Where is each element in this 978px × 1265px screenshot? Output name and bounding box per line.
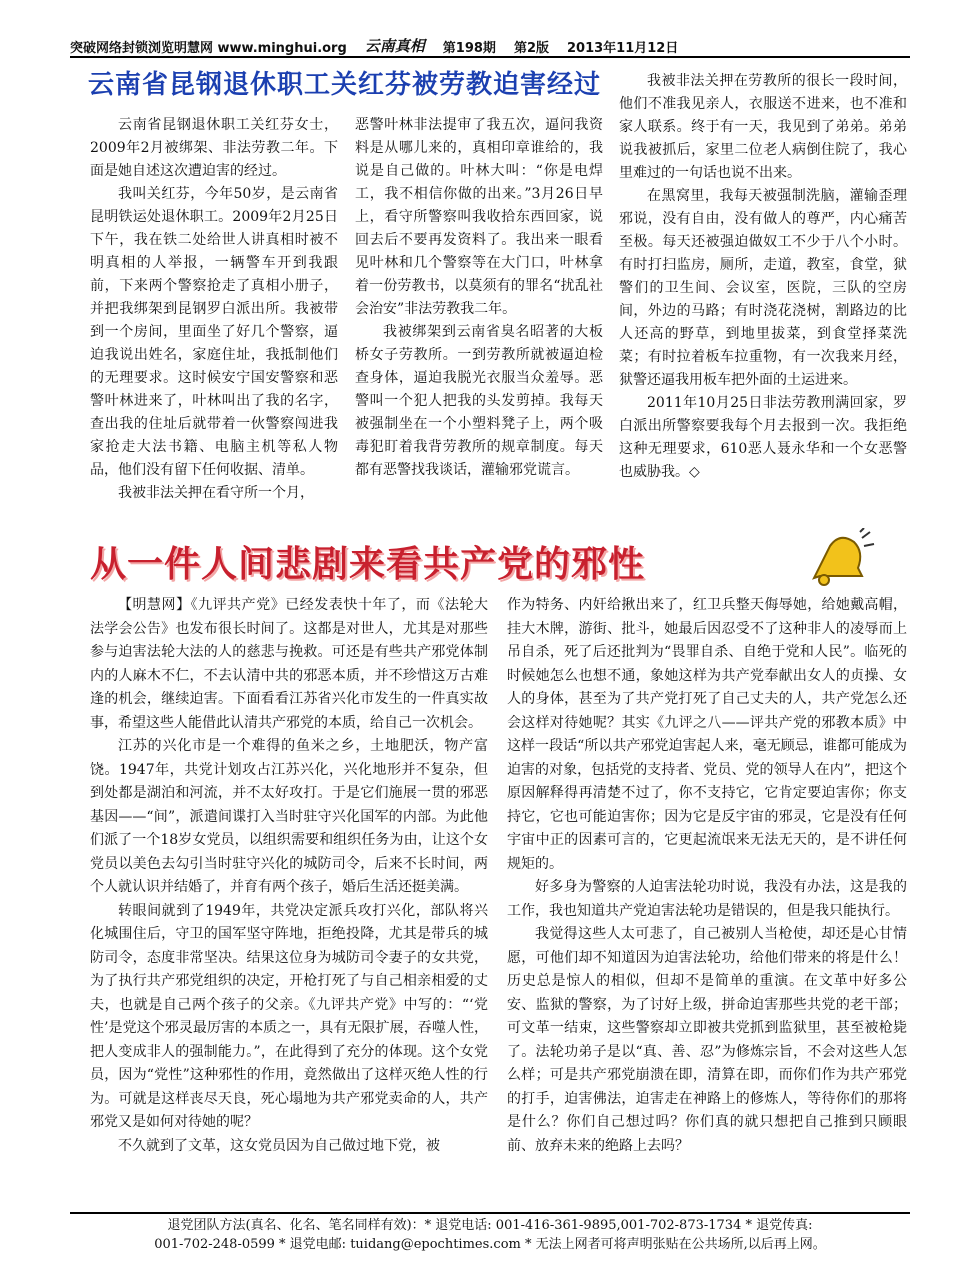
article2-column-1: [90, 594, 488, 1158]
article1-column-1: [90, 114, 338, 505]
article1-title: 云南省昆钢退休职工关红芬被劳教迫害经过: [88, 70, 602, 100]
header-site: 突破网络封锁浏览明慧网 www.minghui.org: [70, 41, 347, 56]
paragraph: 在黑窝里，我每天被强制洗脑，灌输歪理邪说，没有自由，没有做人的尊严，内心痛苦至极。每天还被强迫做奴工不少于八个小时。有时打扫监房，厕所，走道，教室，食堂，狱警们的卫生间、会议室，医院，三队的空房间，外边的马路；有时浇花浇树，割路边的比人还高的野草，到地里拔菜，到食堂择菜洗菜；有时拉着板车拉重物，有一次我来月经，狱警还逼我用板车把外面的土运进来。: [619, 188, 907, 388]
article2-column-2: [507, 594, 907, 1158]
paragraph: 好多身为警察的人迫害法轮功时说，我没有办法，这是我的工作，我也知道共产党迫害法轮功是错误的，但是我只能执行。: [507, 879, 907, 919]
footer-line-1: 退党团队方法(真名、化名、笔名同样有效)：* 退党电话: 001-416-361-9895,001-702-873-1734 * 退党传真:: [167, 1218, 813, 1233]
article1-column-3: [619, 70, 907, 484]
paragraph: 我被绑架到云南省臭名昭著的大板桥女子劳教所。一到劳教所就被逼迫检查身体，逼迫我脱光衣服当众羞辱。恶警叫一个犯人把我的头发剪掉。我每天被强制坐在一个小塑料凳子上，两个吸毒犯盯着我背劳教所的规章制度。每天都有恶警找我谈话，灌输邪党谎言。: [355, 324, 603, 478]
paragraph: 我被非法关押在劳教所的很长一段时间，他们不准我见亲人，衣服送不进来，也不准和家人联系。终于有一天，我见到了弟弟。弟弟说我被抓后，家里二位老人病倒住院了，我心里难过的一句话也说不出来。: [619, 73, 907, 181]
bell-icon: [806, 528, 876, 588]
header-date: 2013年11月12日: [566, 41, 679, 56]
paragraph: 作为特务、内奸给揪出来了，红卫兵整天侮辱她，给她戴高帽，挂大木牌，游街、批斗，她最后因忍受不了这种非人的凌辱而上吊自杀，死了后还批判为“畏罪自杀、自绝于党和人民”。临死的时候她怎么也想不通，象她这样为共产党奉献出女人的贞操、女人的身体，甚至为了共产党打死了自己丈夫的人，共产党怎么还会这样对待她呢？其实《九评之八——评共产党的邪教本质》中这样一段话“所以共产邪党迫害起人来，毫无顾忌，谁都可能成为迫害的对象，包括党的支持者、党员、党的领导人在内”，把这个原因解释得再清楚不过了，你不支持它，它肯定要迫害你；你支持它，它也可能迫害你；因为它是反宇宙的邪灵，它是没有任何宇宙中正的因素可言的，它更起流氓来无法无天的，是不讲任何规矩的。: [507, 597, 907, 872]
article2-title: 从一件人间悲剧来看共产党的邪性: [90, 544, 646, 585]
page-header: [70, 34, 910, 58]
paragraph: 我叫关红芬，今年50岁，是云南省昆明铁运处退休职工。2009年2月25日下午，我在铁二处给世人讲真相时被不明真相的人举报，一辆警车开到我跟前，下来两个警察抢走了真相小册子，并把我绑架到昆钢罗白派出所。我被带到一个房间，里面坐了好几个警察，逼迫我说出姓名，家庭住址，我抵制他们的无理要求。这时候安宁国安警察和恶警叶林进来了，叶林叫出了我的名字，查出我的住址后就带着一伙警察闯进我家抢走大法书籍、电脑主机等私人物品，他们没有留下任何收据、清单。: [90, 186, 338, 478]
paragraph: 江苏的兴化市是一个难得的鱼米之乡，土地肥沃，物产富饶。1947年，共党计划攻占江苏兴化，兴化地形并不复杂，但到处都是湖泊和河流，并不太好攻打。于是它们施展一贯的邪恶基因——“间”，派遣间谍打入当时驻守兴化国军的内部。为此他们派了一个18岁女党员，以组织需要和组织任务为由，让这个女党员以美色去勾引当时驻守兴化的城防司令，后来不长时间，两个人就认识并结婚了，并育有两个孩子，婚后生活还挺美满。: [90, 738, 488, 895]
paragraph: 我被非法关押在看守所一个月，: [118, 485, 314, 501]
paragraph: 云南省昆钢退休职工关红芬女士，2009年2月被绑架、非法劳教二年。下面是她自述这次遭迫害的经过。: [90, 117, 338, 179]
paragraph: 【明慧网】《九评共产党》已经发表快十年了，而《法轮大法学会公告》也发布很长时间了。这都是对世人，尤其是对那些参与迫害法轮大法的人的慈悲与挽救。可还是有些共产邪党体制内的人麻木不仁，不去认清中共的邪恶本质，并不珍惜这万古难逢的机会，继续迫害。下面看看江苏省兴化市发生的一件真实故事，希望这些人能借此认清共产邪党的本质，给自己一次机会。: [90, 597, 488, 731]
footer-line-2: 001-702-248-0599 * 退党电邮: tuidang@epochtimes.com * 无法上网者可将声明张贴在公共场所,以后再上网。: [154, 1237, 826, 1252]
paragraph: 转眼间就到了1949年，共党决定派兵攻打兴化，部队将兴化城围住后，守卫的国军坚守阵地，拒绝投降，尤其是带兵的城防司令，态度非常坚决。结果这位身为城防司令妻子的女共党，为了执行共产邪党组织的决定，开枪打死了与自己相亲相爱的丈夫，也就是自己两个孩子的父亲。《九评共产党》中写的：“‘党性’是党这个邪灵最厉害的本质之一，具有无限扩展，吞噬人性，把人变成非人的强制能力。”，在此得到了充分的体现。这个女党员，因为“党性”这种邪性的作用，竟然做出了这样灭绝人性的行为。可就是这样丧尽天良，死心塌地为共产邪党卖命的人，共产邪党又是如何对待她的呢？: [90, 902, 488, 1130]
paragraph: 恶警叶林非法提审了我五次，逼问我资料是从哪儿来的，真相印章谁给的，我说是自己做的。叶林大叫：“你是电焊工，我不相信你做的出来。”3月26日早上，看守所警察叫我收拾东西回家，说回去后不要再发资料了。我出来一眼看见叶林和几个警察等在大门口，叶林拿着一份劳教书，以莫须有的罪名“扰乱社会治安”非法劳教我二年。: [355, 117, 603, 317]
paragraph: 不久就到了文革，这女党员因为自己做过地下党，被: [118, 1137, 440, 1154]
header-publication: 云南真相: [364, 37, 425, 55]
paragraph: 2011年10月25日非法劳教刑满回家，罗白派出所警察要我每个月去报到一次。我拒绝这种无理要求，610恶人聂永华和一个女恶警也威胁我。◇: [619, 395, 907, 480]
header-page: 第2版: [513, 41, 549, 56]
header-issue: 第198期: [442, 41, 496, 56]
article1-column-2: [355, 114, 603, 482]
page-footer: [70, 1212, 910, 1254]
paragraph: 我觉得这些人太可悲了，自己被别人当枪使，却还是心甘情愿，可他们却不知道因为迫害法轮功，给他们带来的将是什么！历史总是惊人的相似，但却不是简单的重演。在文革中好多公安、监狱的警察，为了讨好上级，拼命迫害那些共党的老干部；可文革一结束，这些警察却立即被共党抓到监狱里，甚至被枪毙了。法轮功弟子是以“真、善、忍”为修炼宗旨，不会对这些人怎么样；可是共产邪党崩溃在即，清算在即，而你们作为共产邪党的打手，迫害佛法，迫害走在神路上的修炼人，等待你们的那将是什么？你们自己想过吗？你们真的就只想把自己推到只顾眼前、放弃未来的绝路上去吗？: [507, 926, 907, 1154]
